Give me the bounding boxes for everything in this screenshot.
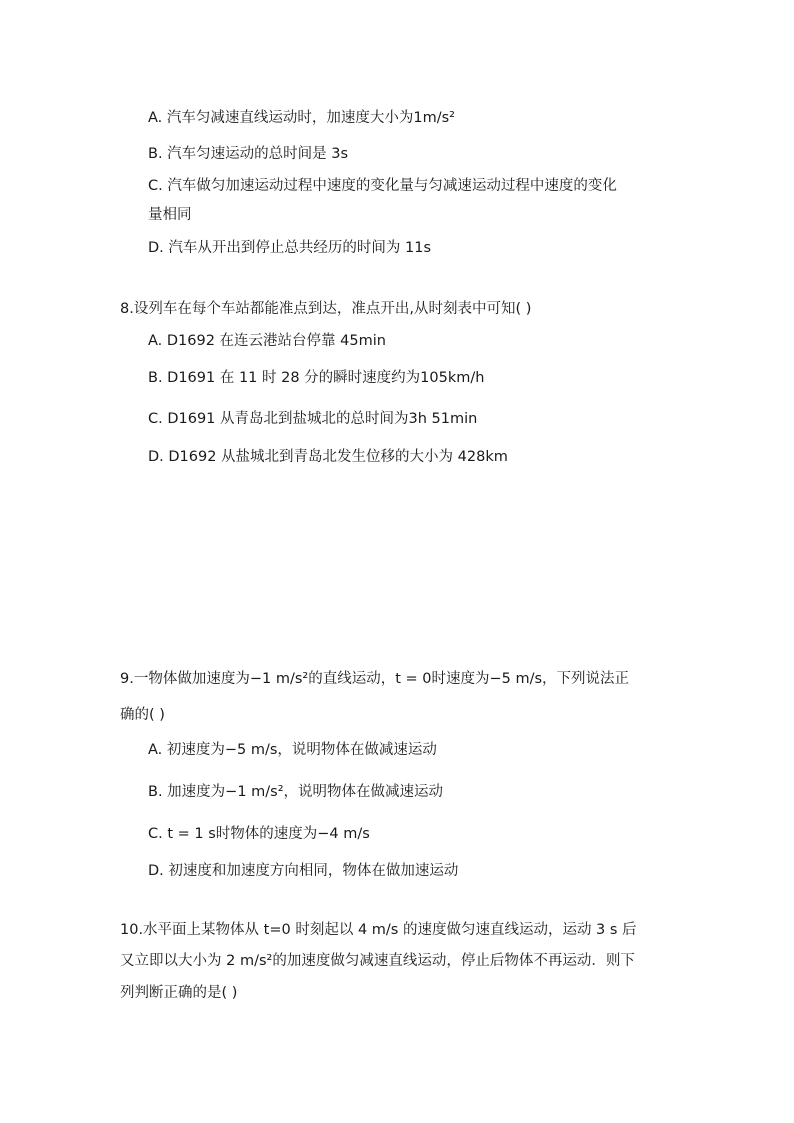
q7-option-c-line1: C. 汽车做匀加速运动过程中速度的变化量与匀减速运动过程中速度的变化 (148, 178, 617, 194)
q10-line3: 列判断正确的是( ) (120, 985, 238, 1001)
q9-stem-line1: 9.一物体做加速度为−1 m/s²的直线运动，t = 0时速度为−5 m/s，下列说法正 (120, 671, 630, 687)
q8-option-c: C. D1691 从青岛北到盐城北的总时间为3h 51min (148, 411, 478, 427)
q7-option-c-line2: 量相同 (148, 207, 192, 223)
q9-option-a: A. 初速度为−5 m/s，说明物体在做减速运动 (148, 742, 437, 758)
q8-stem: 8.设列车在每个车站都能准点到达，准点开出,从时刻表中可知( ) (120, 301, 532, 317)
q9-option-d: D. 初速度和加速度方向相同，物体在做加速运动 (148, 863, 459, 879)
q7-option-a: A. 汽车匀减速直线运动时，加速度大小为1m/s² (148, 110, 455, 126)
q7-option-d: D. 汽车从开出到停止总共经历的时间为 11s (148, 240, 431, 256)
q7-option-b: B. 汽车匀速运动的总时间是 3s (148, 146, 349, 162)
q9-option-c: C. t = 1 s时物体的速度为−4 m/s (148, 826, 370, 842)
q9-option-b: B. 加速度为−1 m/s²，说明物体在做减速运动 (148, 784, 444, 800)
q8-option-b: B. D1691 在 11 时 28 分的瞬时速度约为105km/h (148, 370, 485, 386)
q8-option-a: A. D1692 在连云港站台停靠 45min (148, 333, 386, 349)
q8-option-d: D. D1692 从盐城北到青岛北发生位移的大小为 428km (148, 449, 508, 465)
q10-line2: 又立即以大小为 2 m/s²的加速度做匀减速直线运动，停止后物体不再运动．则下 (120, 953, 635, 969)
q10-line1: 10.水平面上某物体从 t=0 时刻起以 4 m/s 的速度做匀速直线运动，运动 3 s 后 (120, 922, 637, 938)
q9-stem-line2: 确的( ) (120, 707, 165, 723)
